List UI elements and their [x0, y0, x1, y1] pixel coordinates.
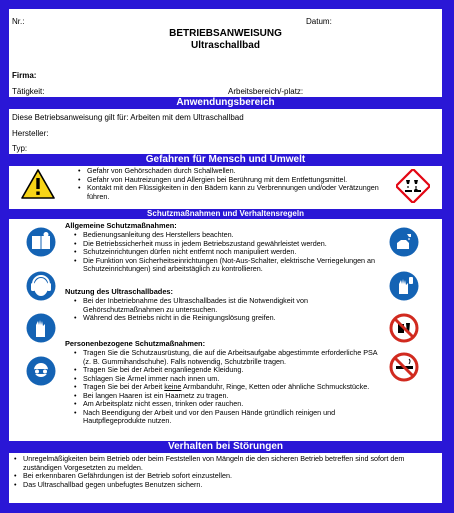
document-subtitle: Ultraschallbad [191, 40, 260, 51]
personen-item: • Tragen Sie bei der Arbeit enganliegende Kleidung. [73, 366, 383, 375]
gefahren-item: • Kontakt mit den Flüssigkeiten in den Bädern kann zu Verbrennungen und/oder Verätzungen führen. [77, 184, 389, 201]
stoerungen-item: • Unregelmäßigkeiten beim Betrieb oder beim Feststellen von Mängeln die den sicheren Betrieb betreffen sind sofort dem zuständigen Vorgesetzten zu melden. [13, 455, 433, 472]
nutzung-list [73, 297, 373, 323]
gefahren-item: • Gefahr von Hautreizungen und Allergien bei Berührung mit dem Entfettungsmittel. [77, 176, 389, 185]
emphasis-keine: keine [164, 382, 182, 391]
gloves-icon [26, 313, 56, 343]
stoerungen-item: • Bei erkennbaren Gefährdungen ist der Betrieb sofort einzustellen. [13, 472, 433, 481]
personen-item: • Nach Beendigung der Arbeit und vor den Pausen Hände gründlich reinigen und Hautpflegeprodukte nutzen. [73, 409, 383, 426]
arbeitsbereich-label: Arbeitsbereich/-platz: [228, 87, 304, 96]
safety-goggles-icon [26, 356, 56, 386]
personenbezogene-title: Personenbezogene Schutzmaßnahmen: [65, 339, 206, 348]
stoerungen-list [13, 455, 433, 489]
allgemein-item: • Bedienungsanleitung des Herstellers beachten. [73, 231, 383, 240]
personenbezogene-list [73, 349, 383, 426]
no-smoking-icon [389, 352, 419, 382]
ear-protection-icon [26, 271, 56, 301]
personen-item: • Tragen Sie die Schutzausrüstung, die auf die Arbeitsaufgabe abgestimmte erforderliche PSA (z. B. Gummihandschuhe). Falls notwendig, Schutzbrille tragen. [73, 349, 383, 366]
allgemein-item: • Die Funktion von Sicherheitseinrichtungen (Not-Aus-Schalter, elektrische Verriegelungen an Schutzeinrichtungen) sind arbeitstäglich zu kontrollieren. [73, 257, 383, 274]
allgemeine-schutzmassnahmen-title: Allgemeine Schutzmaßnahmen: [65, 221, 177, 230]
section-heading-anwendungsbereich: Anwendungsbereich [9, 97, 442, 109]
typ-label: Typ: [12, 144, 28, 153]
section-heading-schutzmassnahmen: Schutzmaßnahmen und Verhaltensregeln [9, 209, 442, 219]
firma-label: Firma: [12, 71, 37, 80]
allgemein-item: • Die Betriebssicherheit muss in jedem Betriebszustand gewährleistet werden. [73, 240, 383, 249]
personen-item: • Schlagen Sie Ärmel immer nach innen um. [73, 375, 383, 384]
warning-triangle-icon [21, 169, 55, 199]
hersteller-label: Hersteller: [12, 129, 49, 138]
personen-item: • Tragen Sie bei der Arbeit keine Armbanduhr, Ringe, Ketten oder ähnliche Schmuckstücke. [73, 383, 383, 392]
nutzung-item: • Bei der Inbetriebnahme des Ultraschallbades ist die Notwendigkeit von Gehörschutzmaßnahmen zu untersuchen. [73, 297, 373, 314]
personen-item: • Am Arbeitsplatz nicht essen, trinken oder rauchen. [73, 400, 383, 409]
allgemeine-schutzmassnahmen-list [73, 231, 383, 274]
allgemein-item: • Schutzeinrichtungen dürfen nicht entfernt noch manipuliert werden. [73, 248, 383, 257]
nutzung-item: • Während des Betriebs nicht in die Reinigungslösung greifen. [73, 314, 373, 323]
document-title: BETRIEBSANWEISUNG [169, 28, 282, 39]
taetigkeit-label: Tätigkeit: [12, 87, 45, 96]
hand-wash-icon [389, 227, 419, 257]
document-body [9, 9, 442, 503]
section-heading-stoerungen: Verhalten bei Störungen [9, 441, 442, 453]
read-manual-icon [26, 227, 56, 257]
nutzung-title: Nutzung des Ultraschallbades: [65, 287, 174, 296]
datum-label: Datum: [306, 17, 332, 26]
anwendung-text: Diese Betriebsanweisung gilt für: Arbeiten mit dem Ultraschallbad [12, 113, 244, 122]
section-heading-gefahren: Gefahren für Mensch und Umwelt [9, 154, 442, 166]
gefahren-item: • Gefahr von Gehörschaden durch Schallwellen. [77, 167, 389, 176]
skin-protection-icon [389, 271, 419, 301]
gefahren-list [77, 167, 389, 201]
corrosive-ghs-icon [396, 169, 430, 203]
no-eating-drinking-icon [389, 313, 419, 343]
stoerungen-item: • Das Ultraschallbad gegen unbefugtes Benutzen sichern. [13, 481, 433, 490]
personen-item: • Bei langen Haaren ist ein Haarnetz zu tragen. [73, 392, 383, 401]
nr-label: Nr.: [12, 17, 25, 26]
